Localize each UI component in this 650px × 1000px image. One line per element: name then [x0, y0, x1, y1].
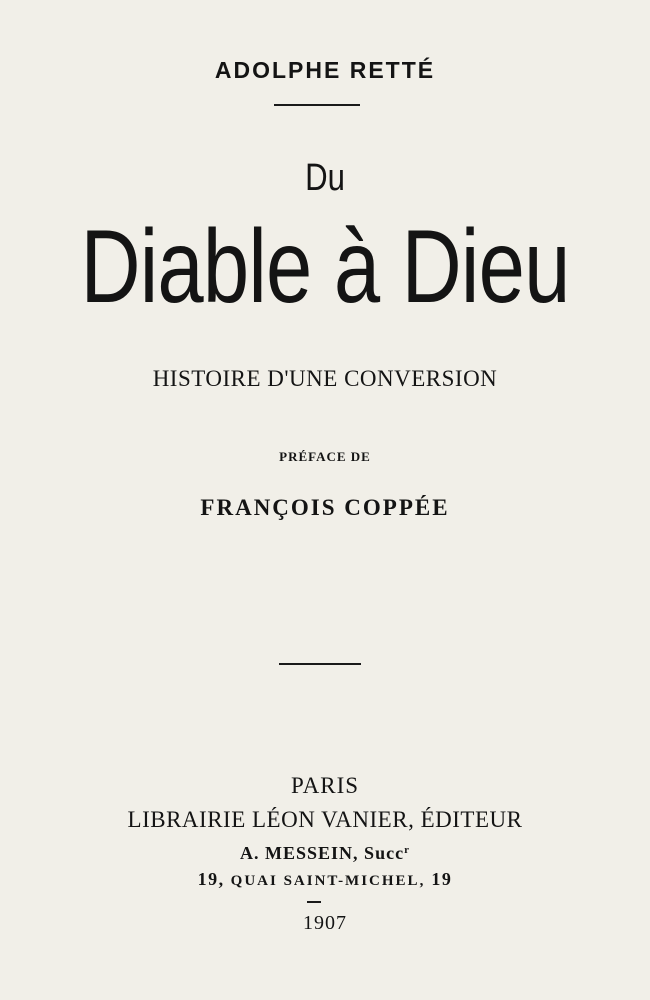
imprint-publisher: LIBRAIRIE LÉON VANIER, ÉDITEUR — [127, 807, 523, 832]
author-name: ADOLPHE RETTÉ — [214, 57, 436, 83]
imprint-city: PARIS — [290, 773, 360, 798]
imprint-address — [0, 866, 650, 894]
address-number-start: 19, — [197, 869, 225, 889]
successor-abbrev-superscript: r — [404, 844, 410, 856]
imprint-year: 1907 — [303, 912, 347, 934]
bottom-divider-rule — [279, 663, 361, 665]
title-prefix: Du — [305, 157, 345, 199]
preface-author: FRANÇOIS COPPÉE — [200, 495, 450, 520]
year-dash — [307, 901, 321, 903]
top-divider-rule — [274, 104, 360, 106]
address-street: QUAI SAINT-MICHEL, — [230, 873, 426, 889]
book-subtitle: HISTOIRE D'UNE CONVERSION — [152, 366, 498, 391]
imprint-successor — [0, 838, 650, 865]
address-number-end: 19 — [431, 869, 453, 889]
successor-name: A. MESSEIN, Succ — [240, 843, 405, 863]
book-title: Diable à Dieu — [80, 209, 570, 325]
preface-label: PRÉFACE DE — [279, 449, 371, 464]
